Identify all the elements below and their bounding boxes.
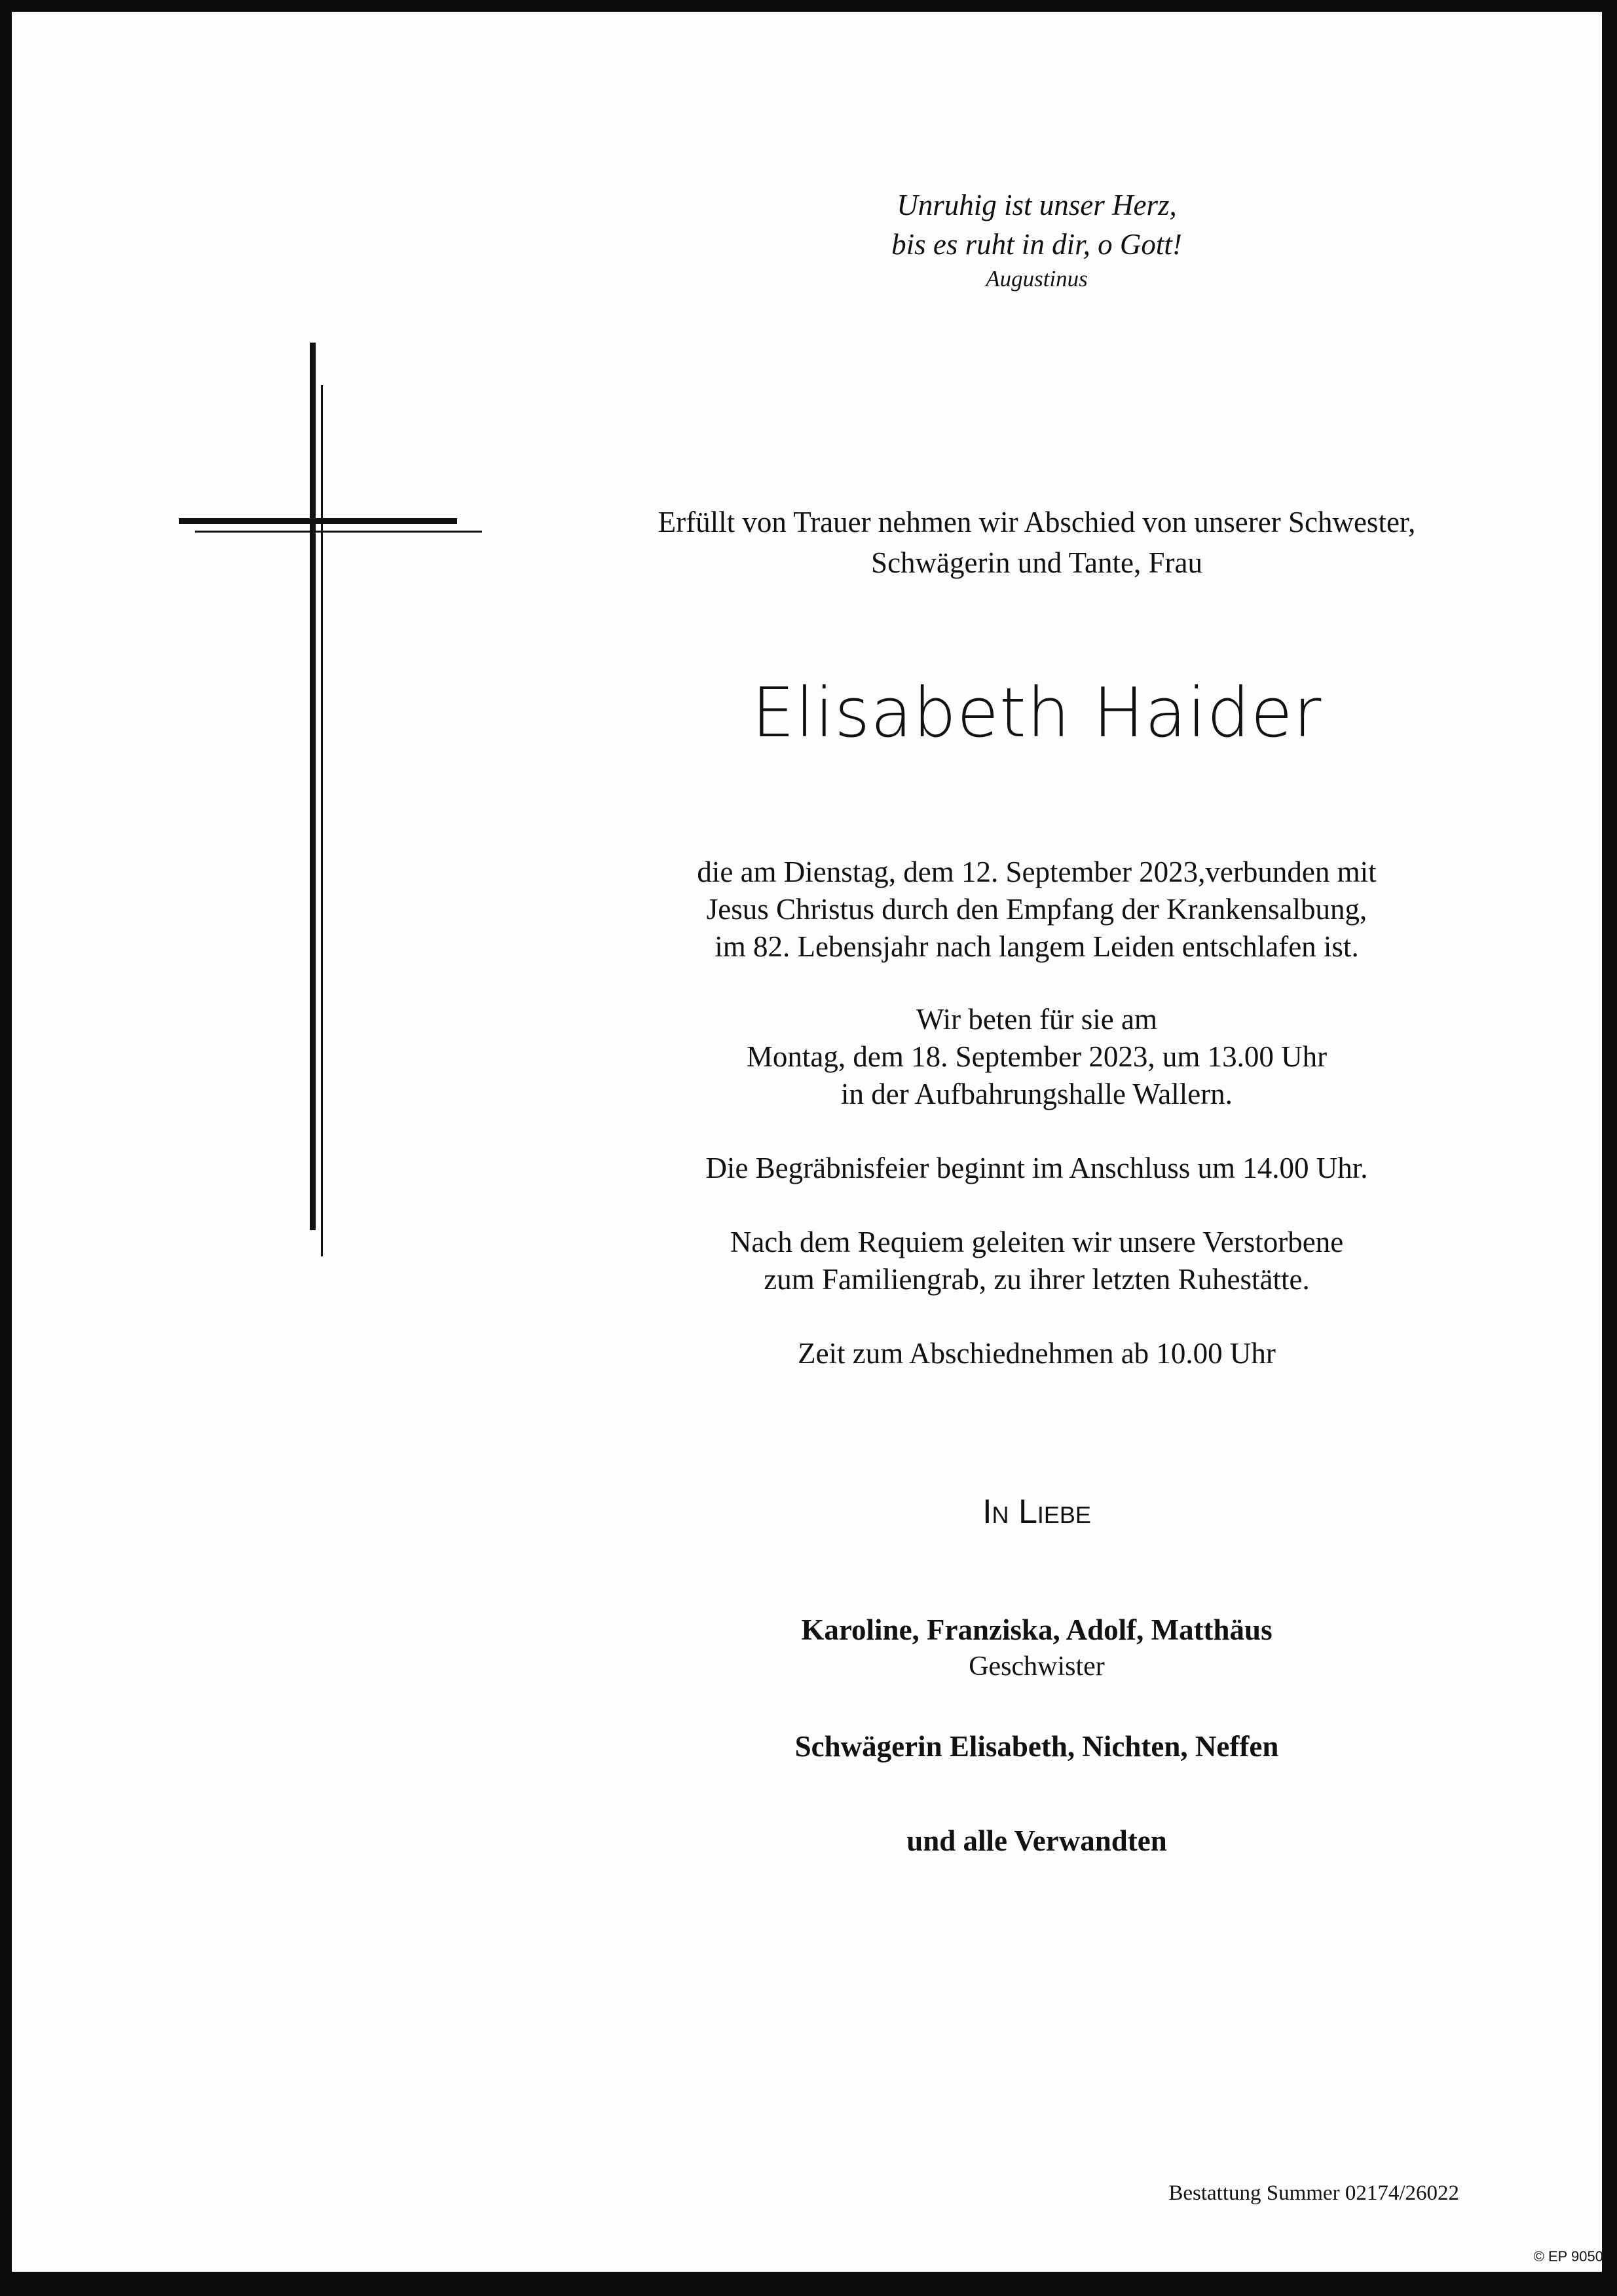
- signers-third-group: [588, 1821, 1485, 1860]
- siblings-names: Karoline, Franziska, Adolf, Matthäus: [801, 1613, 1273, 1646]
- third-group-names: und alle Verwandten: [906, 1824, 1167, 1857]
- quote-author: Augustinus: [986, 266, 1088, 292]
- obituary-sheet: [12, 12, 1602, 2272]
- signers-second-group: [588, 1727, 1485, 1766]
- quote-line: Unruhig ist unser Herz,: [897, 189, 1177, 221]
- farewell-time: Zeit zum Abschiednehmen ab 10.00 Uhr: [798, 1337, 1276, 1370]
- intro-line: Schwägerin und Tante, Frau: [871, 546, 1202, 579]
- closing-phrase: In Liebe: [982, 1493, 1091, 1531]
- funeral-notice: Die Begräbnisfeier beginnt im Anschluss um 14.00 Uhr.: [705, 1152, 1368, 1184]
- death-notice-line: die am Dienstag, dem 12. September 2023,verbunden mit: [697, 856, 1377, 888]
- requiem-line: Nach dem Requiem geleiten wir unsere Verstorbene: [730, 1226, 1344, 1258]
- prayer-line: in der Aufbahrungshalle Wallern.: [841, 1078, 1233, 1110]
- cross-vertical-bar: [310, 343, 316, 1230]
- prayer-line: Montag, dem 18. September 2023, um 13.00 Uhr: [746, 1040, 1328, 1073]
- quote-line: bis es ruht in dir, o Gott!: [891, 228, 1182, 261]
- deceased-name: Elisabeth Haider: [751, 673, 1322, 753]
- quote: [588, 185, 1485, 293]
- intro-line: Erfüllt von Trauer nehmen wir Abschied von unserer Schwester,: [658, 506, 1416, 538]
- cross-horizontal-line: [195, 531, 482, 533]
- cross-vertical-line: [321, 385, 323, 1256]
- copyright-mark: © EP 9050: [1533, 2248, 1603, 2265]
- intro-text: [588, 502, 1485, 583]
- signers-siblings: [588, 1610, 1485, 1684]
- death-notice-line: im 82. Lebensjahr nach langem Leiden entschlafen ist.: [715, 930, 1359, 963]
- death-notice: [588, 854, 1485, 966]
- second-group-names: Schwägerin Elisabeth, Nichten, Neffen: [794, 1730, 1279, 1763]
- death-notice-line: Jesus Christus durch den Empfang der Krankensalbung,: [706, 893, 1367, 926]
- funeral-home-footer: Bestattung Summer 02174/26022: [1168, 2181, 1459, 2205]
- requiem-line: zum Familiengrab, zu ihrer letzten Ruhestätte.: [764, 1263, 1310, 1296]
- prayer-notice: [588, 1001, 1485, 1113]
- prayer-line: Wir beten für sie am: [916, 1003, 1158, 1036]
- siblings-role: Geschwister: [969, 1651, 1105, 1682]
- requiem-notice: [588, 1224, 1485, 1298]
- cross-horizontal-bar: [179, 518, 457, 524]
